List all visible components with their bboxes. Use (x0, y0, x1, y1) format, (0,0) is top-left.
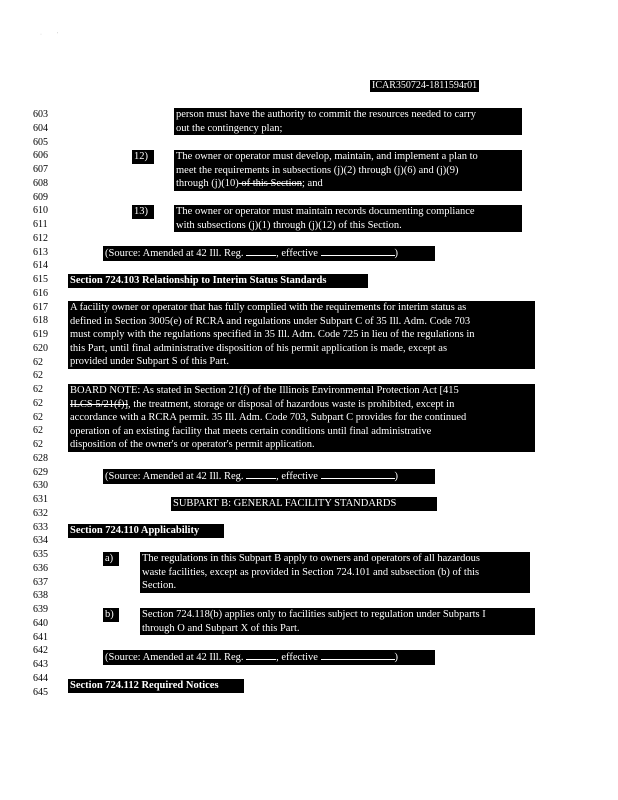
line-number: 62 (33, 439, 43, 450)
text-line: with subsections (j)(1) through (j)(12) of this Section. (176, 219, 402, 231)
text-line: provided under Subpart S of this Part. (70, 356, 229, 367)
line-number: 631 (33, 494, 48, 505)
source-note: (Source: Amended at 42 Ill. Reg. , effective ) (103, 246, 435, 261)
line-number: 605 (33, 136, 48, 148)
section-heading: Section 724.110 Applicability (68, 524, 224, 538)
text-line: meet the requirements in subsections (j)(2) through (j)(6) and (j)(9) (176, 164, 459, 176)
subsection-a-text (140, 552, 530, 593)
line-number: 62 (33, 384, 43, 395)
line-number: 643 (33, 659, 48, 670)
subpart-title: SUBPART B: GENERAL FACILITY STANDARDS (171, 497, 437, 511)
line-number: 628 (33, 452, 48, 464)
line-number: 617 (33, 301, 48, 313)
blank-line (246, 650, 276, 660)
line-number: 640 (33, 617, 48, 629)
para-11-continuation (174, 108, 522, 135)
line-number: 641 (33, 631, 48, 643)
line-number: 616 (33, 287, 48, 299)
text-line: A facility owner or operator that has fully complied with the requirements for interim status as (70, 302, 467, 313)
line-number: 630 (33, 480, 48, 492)
scan-specks: · ' (40, 32, 59, 38)
text-line: defined in Section 3005(e) of RCRA and regulations under Subpart C of 35 Ill. Adm. Code 703 (70, 315, 471, 327)
line-number: 635 (33, 549, 48, 560)
line-number: 62 (33, 356, 43, 368)
text-line: through O and Subpart X of this Part. (142, 622, 300, 634)
blank-line (246, 469, 276, 479)
text-line: accordance with a RCRA permit. 35 Ill. Adm. Code 703, Subpart C provides for the continued (70, 412, 467, 423)
text-line: Section. (142, 580, 177, 591)
line-number: 644 (33, 672, 48, 684)
line-number: 609 (33, 191, 48, 203)
line-number: 613 (33, 246, 48, 258)
line-number: 603 (33, 109, 48, 120)
line-number: 607 (33, 164, 48, 175)
section-body (68, 301, 535, 369)
text-line: ILCS 5/21(f)], the treatment, storage or disposal of hazardous waste is prohibited, except in (70, 398, 455, 410)
text-line: must comply with the regulations specified in 35 Ill. Adm. Code 725 in lieu of the regulations in (70, 329, 475, 340)
line-number: 610 (33, 205, 48, 217)
source-note: (Source: Amended at 42 Ill. Reg. , effective ) (103, 650, 435, 665)
line-number: 62 (33, 370, 43, 382)
blank-line (321, 246, 395, 256)
line-number: 645 (33, 686, 48, 698)
section-heading: Section 724.112 Required Notices (68, 679, 244, 693)
source-note: (Source: Amended at 42 Ill. Reg. , effective ) (103, 469, 435, 484)
line-number: 620 (33, 342, 48, 354)
text-line: disposition of the owner's or operator's permit application. (70, 439, 315, 450)
line-number: 615 (33, 274, 48, 285)
text-line: out the contingency plan; (176, 122, 283, 134)
document-id: ICAR350724-1811594r01 (372, 80, 478, 91)
line-number: 632 (33, 507, 48, 519)
line-number: 612 (33, 232, 48, 244)
text-line: The owner or operator must maintain records documenting compliance (176, 206, 475, 217)
line-number: 634 (33, 535, 48, 547)
item-13-text (174, 205, 522, 232)
line-number: 62 (33, 411, 43, 423)
line-number: 608 (33, 177, 48, 189)
line-number: 633 (33, 521, 48, 533)
item-12-text (174, 150, 522, 191)
line-number: 636 (33, 562, 48, 574)
text-line: BOARD NOTE: As stated in Section 21(f) of the Illinois Environmental Protection Act [415 (70, 385, 459, 396)
blank-line (321, 650, 395, 660)
text-line: person must have the authority to commit the resources needed to carry (176, 109, 477, 120)
blank-line (246, 246, 276, 256)
text-line: The regulations in this Subpart B apply to owners and operators of all hazardous (142, 553, 480, 564)
text-line: waste facilities, except as provided in Section 724.101 and subsection (b) of this (142, 566, 480, 578)
line-number: 637 (33, 576, 48, 588)
text-line: this Part, until final administrative disposition of his permit application is made, except as (70, 342, 448, 354)
text-line: through (j)(10) of this Section; and (176, 178, 323, 189)
item-12-label: 12) (132, 150, 154, 164)
item-13-label: 13) (132, 205, 154, 219)
line-number: 606 (33, 150, 48, 162)
blank-line (321, 469, 395, 479)
text-line: Section 724.118(b) applies only to facilities subject to regulation under Subparts I (142, 609, 486, 620)
struck-text: of this Section (238, 178, 302, 189)
section-heading: Section 724.103 Relationship to Interim Status Standards (68, 274, 368, 288)
line-number: 619 (33, 329, 48, 340)
text-line: The owner or operator must develop, maintain, and implement a plan to (176, 151, 478, 162)
line-number: 639 (33, 604, 48, 615)
line-number: 614 (33, 260, 48, 272)
line-number: 604 (33, 122, 48, 134)
struck-text: ILCS 5/21(f)] (70, 398, 129, 410)
line-number: 62 (33, 425, 43, 437)
line-number: 62 (33, 397, 43, 409)
subsection-b-text (140, 608, 535, 635)
line-number: 638 (33, 590, 48, 602)
text-line: operation of an existing facility that meets certain conditions until final administrative (70, 425, 432, 437)
subsection-a-label: a) (103, 552, 119, 566)
line-number: 629 (33, 466, 48, 478)
line-number: 618 (33, 315, 48, 327)
line-number: 611 (33, 219, 48, 230)
subsection-b-label: b) (103, 608, 119, 622)
board-note (68, 384, 535, 452)
line-number: 642 (33, 645, 48, 657)
